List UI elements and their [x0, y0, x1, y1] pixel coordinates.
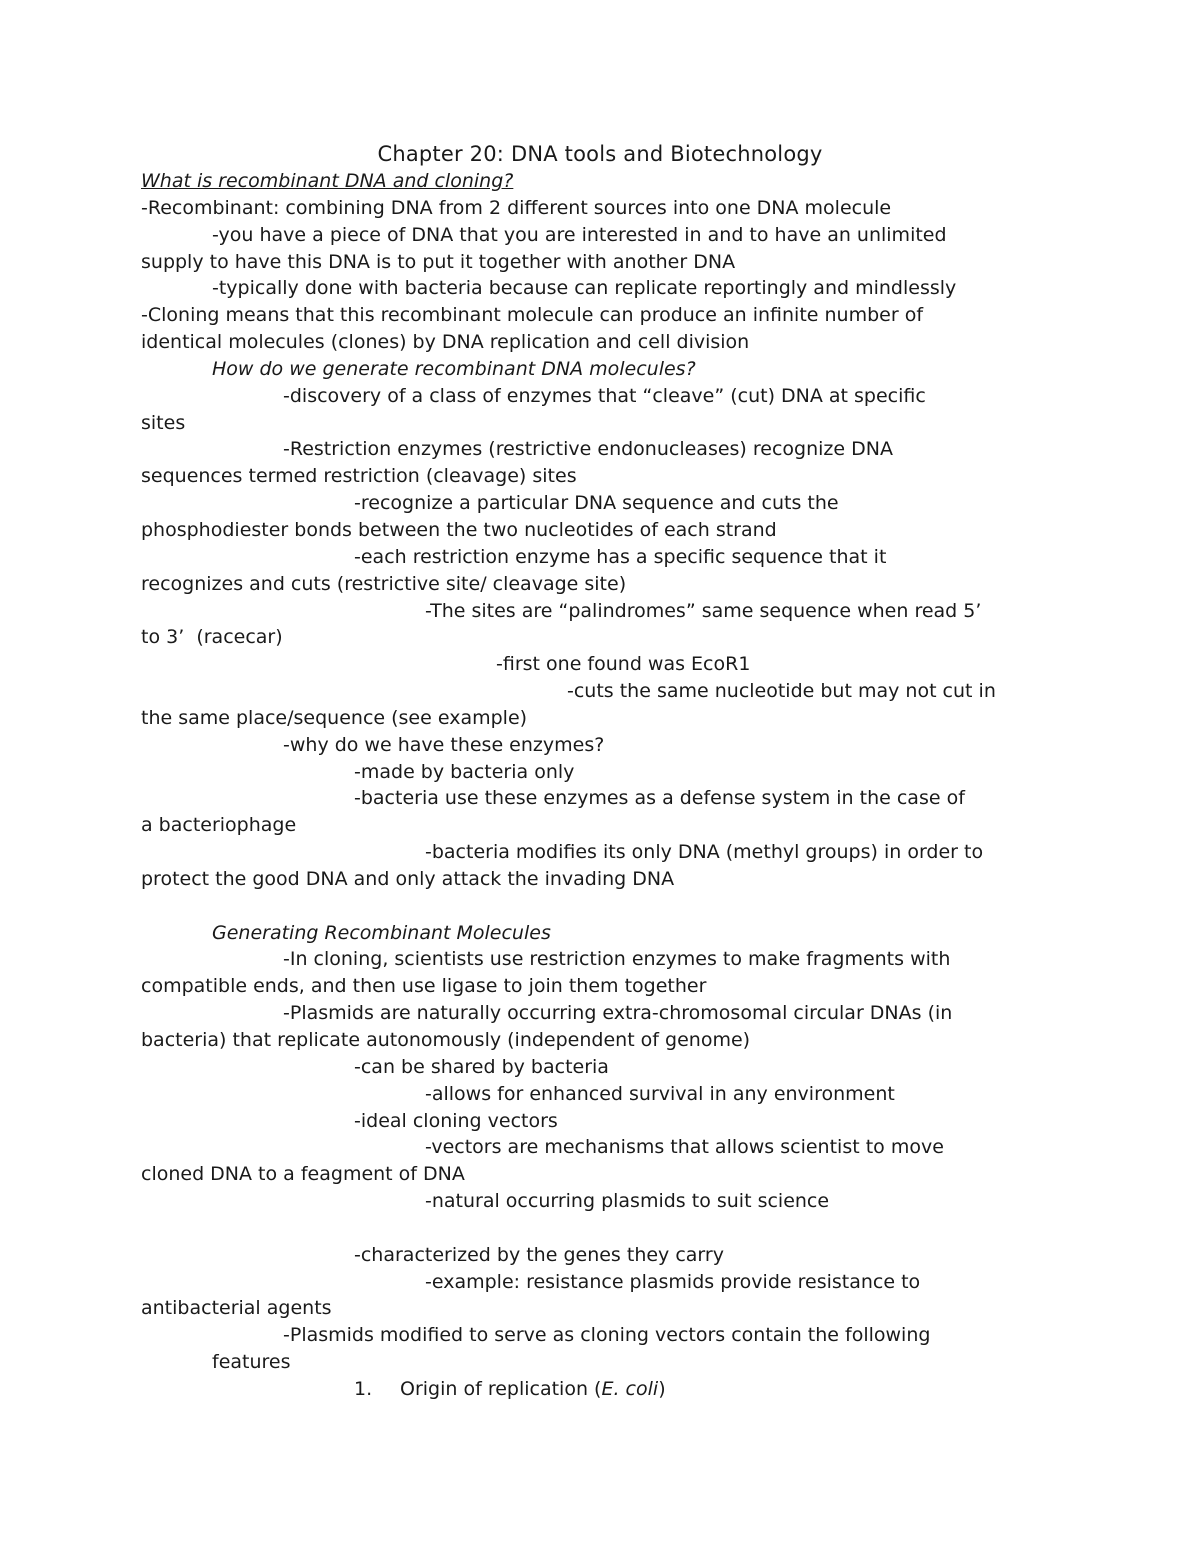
- text-line: -recognize a particular DNA sequence and cuts the: [354, 492, 839, 515]
- text-line: recognizes and cuts (restrictive site/ cleavage site): [141, 572, 627, 595]
- text-line: -typically done with bacteria because can replicate reportingly and mindlessly: [212, 277, 957, 300]
- list-item-text: Origin of replication (: [400, 1377, 602, 1400]
- chapter-title: Chapter 20: DNA tools and Biotechnology: [377, 142, 823, 166]
- text-line: protect the good DNA and only attack the invading DNA: [141, 867, 675, 890]
- text-line: -vectors are mechanisms that allows scientist to move: [425, 1136, 944, 1159]
- section-heading-recombinant-dna: What is recombinant DNA and cloning?: [141, 170, 514, 192]
- text-line: -Recombinant: combining DNA from 2 different sources into one DNA molecule: [141, 196, 892, 219]
- text-line: -discovery of a class of enzymes that “cleave” (cut) DNA at specific: [283, 384, 926, 407]
- text-line: -ideal cloning vectors: [354, 1109, 558, 1132]
- text-line: bacteria) that replicate autonomously (independent of genome): [141, 1029, 751, 1051]
- text-line: -you have a piece of DNA that you are interested in and to have an unlimited: [212, 223, 947, 246]
- text-line: phosphodiester bonds between the two nucleotides of each strand: [141, 518, 777, 541]
- text-line: antibacterial agents: [141, 1297, 332, 1320]
- notes-body: [141, 168, 1071, 1403]
- list-item-text-end: ): [658, 1377, 666, 1400]
- text-line: -characterized by the genes they carry: [354, 1243, 724, 1266]
- text-line: -each restriction enzyme has a specific sequence that it: [354, 545, 887, 568]
- text-line: -bacteria modifies its only DNA (methyl groups) in order to: [425, 841, 984, 864]
- text-line: -cuts the same nucleotide but may not cut in: [567, 680, 996, 703]
- text-line: sites: [141, 411, 186, 434]
- text-line: -made by bacteria only: [354, 760, 575, 783]
- text-line: features: [212, 1351, 291, 1374]
- text-line: -Plasmids modified to serve as cloning vectors contain the following: [283, 1324, 931, 1347]
- text-line: the same place/sequence (see example): [141, 706, 528, 729]
- text-line: -why do we have these enzymes?: [283, 733, 605, 756]
- text-line: supply to have this DNA is to put it together with another DNA: [141, 250, 736, 273]
- list-item-italic-text: E. coli: [601, 1377, 659, 1400]
- text-line: -Restriction enzymes (restrictive endonucleases) recognize DNA: [283, 438, 893, 461]
- text-line: -example: resistance plasmids provide resistance to: [425, 1270, 921, 1293]
- text-line: to 3’ (racecar): [141, 626, 283, 649]
- blank-line: [141, 1215, 1071, 1242]
- text-line: -bacteria use these enzymes as a defense system in the case of: [354, 787, 965, 810]
- text-line: sequences termed restriction (cleavage) sites: [141, 465, 577, 488]
- list-number: 1.: [354, 1377, 373, 1400]
- numbered-list-item: [354, 1376, 1071, 1403]
- subheading-generating-recombinant-molecules: Generating Recombinant Molecules: [212, 921, 551, 944]
- subheading-generate-recombinant: How do we generate recombinant DNA molecules?: [212, 357, 696, 380]
- text-line: cloned DNA to a feagment of DNA: [141, 1163, 465, 1186]
- text-line: -In cloning, scientists use restriction enzymes to make fragments with: [283, 948, 951, 971]
- text-line: -Cloning means that this recombinant molecule can produce an infinite number of: [141, 304, 924, 327]
- text-line: -Plasmids are naturally occurring extra-chromosomal circular DNAs (in: [283, 1002, 953, 1025]
- text-line: identical molecules (clones) by DNA replication and cell division: [141, 331, 750, 354]
- text-line: a bacteriophage: [141, 814, 297, 837]
- text-line: -natural occurring plasmids to suit science: [425, 1190, 830, 1213]
- text-line: -The sites are “palindromes” same sequence when read 5’: [425, 599, 982, 622]
- text-line: -can be shared by bacteria: [354, 1055, 609, 1078]
- blank-line: [141, 893, 1071, 920]
- text-line: -first one found was EcoR1: [496, 653, 751, 676]
- text-line: compatible ends, and then use ligase to join them together: [141, 975, 707, 998]
- text-line: -allows for enhanced survival in any environment: [425, 1082, 895, 1105]
